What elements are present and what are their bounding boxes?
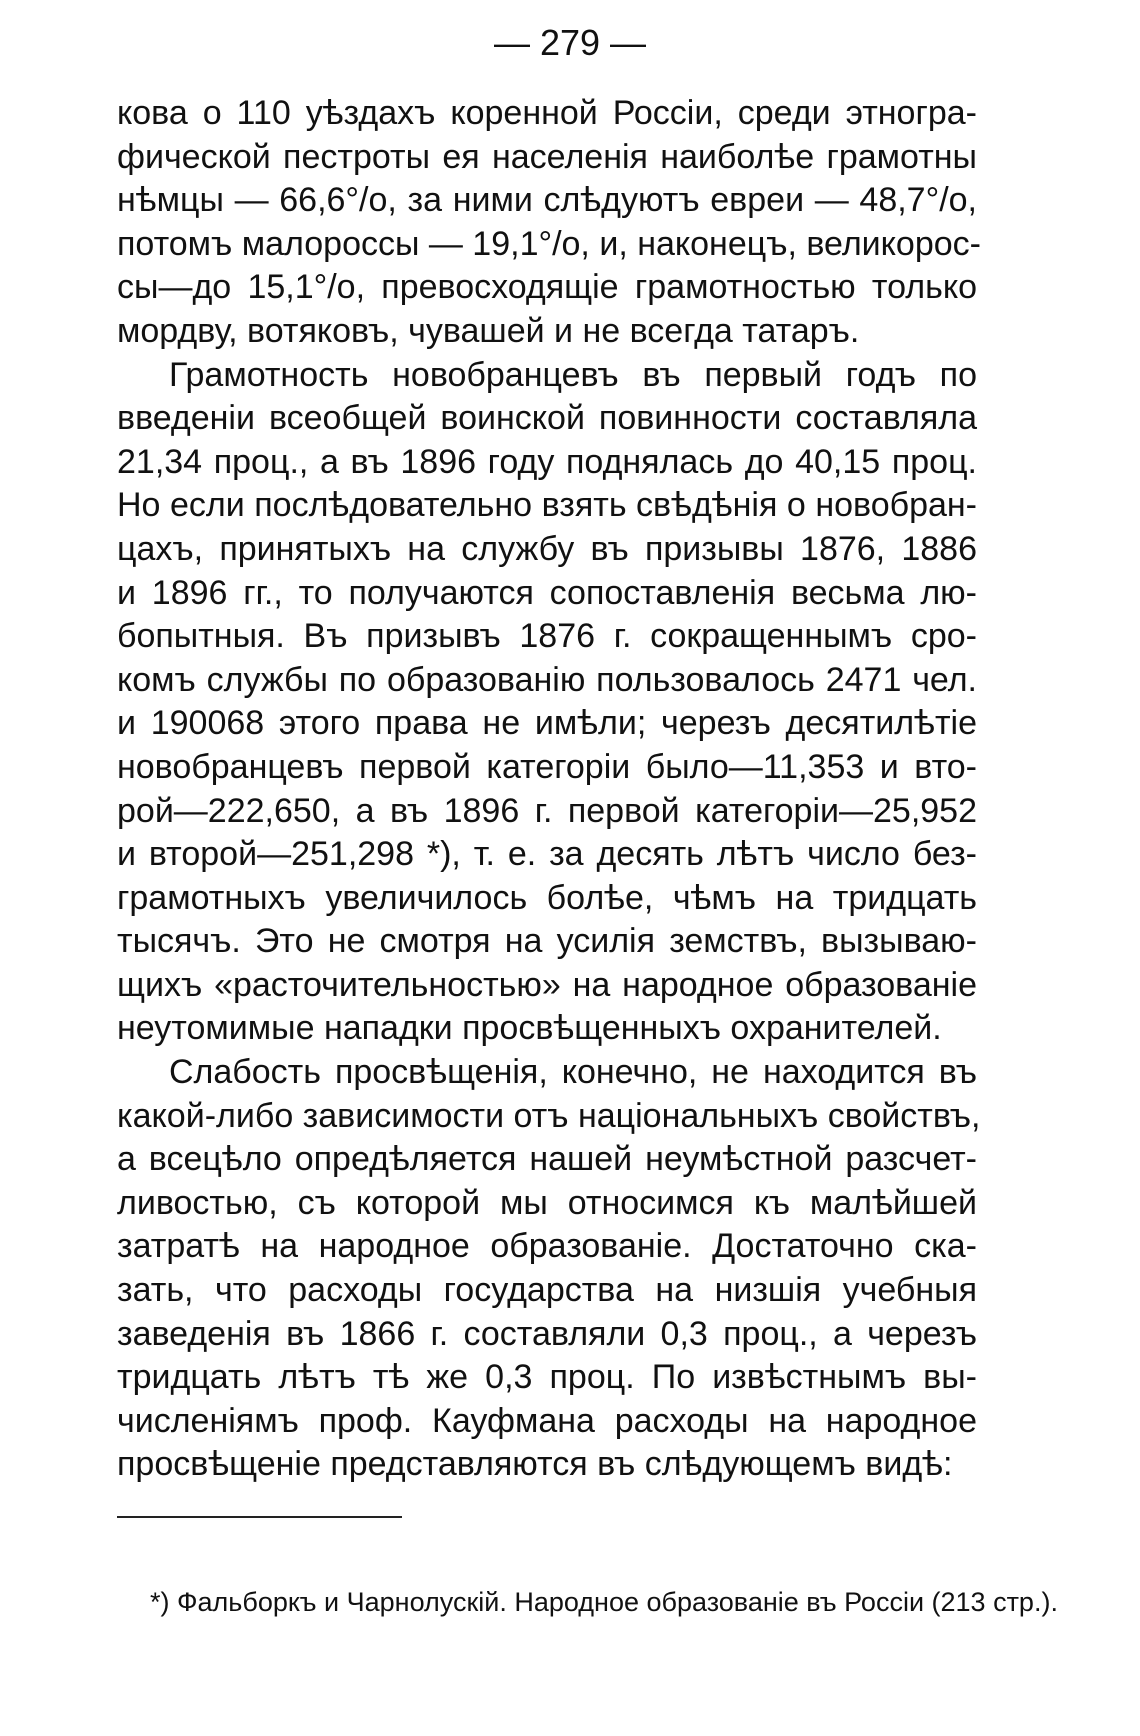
text-line: и 1896 гг., то получаются сопоставленія весьма лю- (117, 573, 977, 612)
body-text (117, 92, 981, 1487)
text-line: ливостью, съ которой мы относимся къ малѣйшей (117, 1183, 977, 1222)
text-line: рой—222,650, а въ 1896 г. первой категоріи—25,952 (117, 791, 977, 830)
text-line: нѣмцы — 66,6°/о, за ними слѣдуютъ евреи — 48,7°/о, (117, 181, 977, 220)
text-line: просвѣщеніе представляются въ слѣдующемъ видѣ: (117, 1445, 953, 1484)
text-line: численіямъ проф. Кауфмана расходы на народное (117, 1401, 977, 1440)
text-line: цахъ, принятыхъ на службу въ призывы 1876, 1886 (117, 529, 977, 568)
text-line: фической пестроты ея населенія наиболѣе грамотны (117, 137, 977, 176)
text-line: и второй—251,298 *), т. е. за десять лѣтъ число без- (117, 835, 977, 874)
text-line: неутомимые нападки просвѣщенныхъ охранителей. (117, 1009, 942, 1048)
text-line: 21,34 проц., а въ 1896 году поднялась до 40,15 проц. (117, 442, 977, 481)
text-line: тридцать лѣтъ тѣ же 0,3 проц. По извѣстнымъ вы- (117, 1358, 977, 1397)
text-line: тысячъ. Это не смотря на усилія земствъ, вызываю- (117, 922, 977, 961)
text-line: мордву, вотяковъ, чувашей и не всегда татаръ. (117, 311, 860, 350)
text-line: новобранцевъ первой категоріи было—11,353 и вто- (117, 747, 977, 786)
text-line: введеніи всеобщей воинской повинности составляла (117, 399, 977, 438)
text-line: и 190068 этого права не имѣли; черезъ десятилѣтіе (117, 704, 977, 743)
page-number: — 279 — (493, 22, 647, 63)
text-line: потомъ малороссы — 19,1°/о, и, наконецъ, великорос- (117, 224, 981, 263)
text-line: Слабость просвѣщенія, конечно, не находится въ (169, 1053, 977, 1092)
footnote: *) Фальборкъ и Чарнолускій. Народное образованіе въ Россіи (213 стр.). (150, 1587, 1058, 1617)
text-line: какой-либо зависимости отъ національныхъ свойствъ, (117, 1096, 981, 1135)
text-line: кова о 110 уѣздахъ коренной Россіи, среди этногра- (117, 94, 977, 132)
footnote-divider (117, 1516, 402, 1518)
text-line: зать, что расходы государства на низшія учебныя (117, 1271, 977, 1310)
text-line: заведенія въ 1866 г. составляли 0,3 проц., а черезъ (117, 1314, 977, 1353)
text-line: Грамотность новобранцевъ въ первый годъ по (169, 355, 977, 394)
text-line: комъ службы по образованію пользовалось 2471 чел. (117, 660, 977, 699)
text-line: а всецѣло опредѣляется нашей неумѣстной разсчет- (117, 1140, 977, 1179)
text-line: Но если послѣдовательно взять свѣдѣнія о новобран- (117, 486, 977, 525)
text-line: затратѣ на народное образованіе. Достаточно ска- (117, 1227, 977, 1266)
text-line: щихъ «расточительностью» на народное образованіе (117, 965, 977, 1004)
text-line: грамотныхъ увеличилось болѣе, чѣмъ на тридцать (117, 878, 977, 917)
text-line: бопытныя. Въ призывъ 1876 г. сокращеннымъ сро- (117, 617, 977, 656)
text-line: сы—до 15,1°/о, превосходящіе грамотностью только (117, 268, 977, 307)
